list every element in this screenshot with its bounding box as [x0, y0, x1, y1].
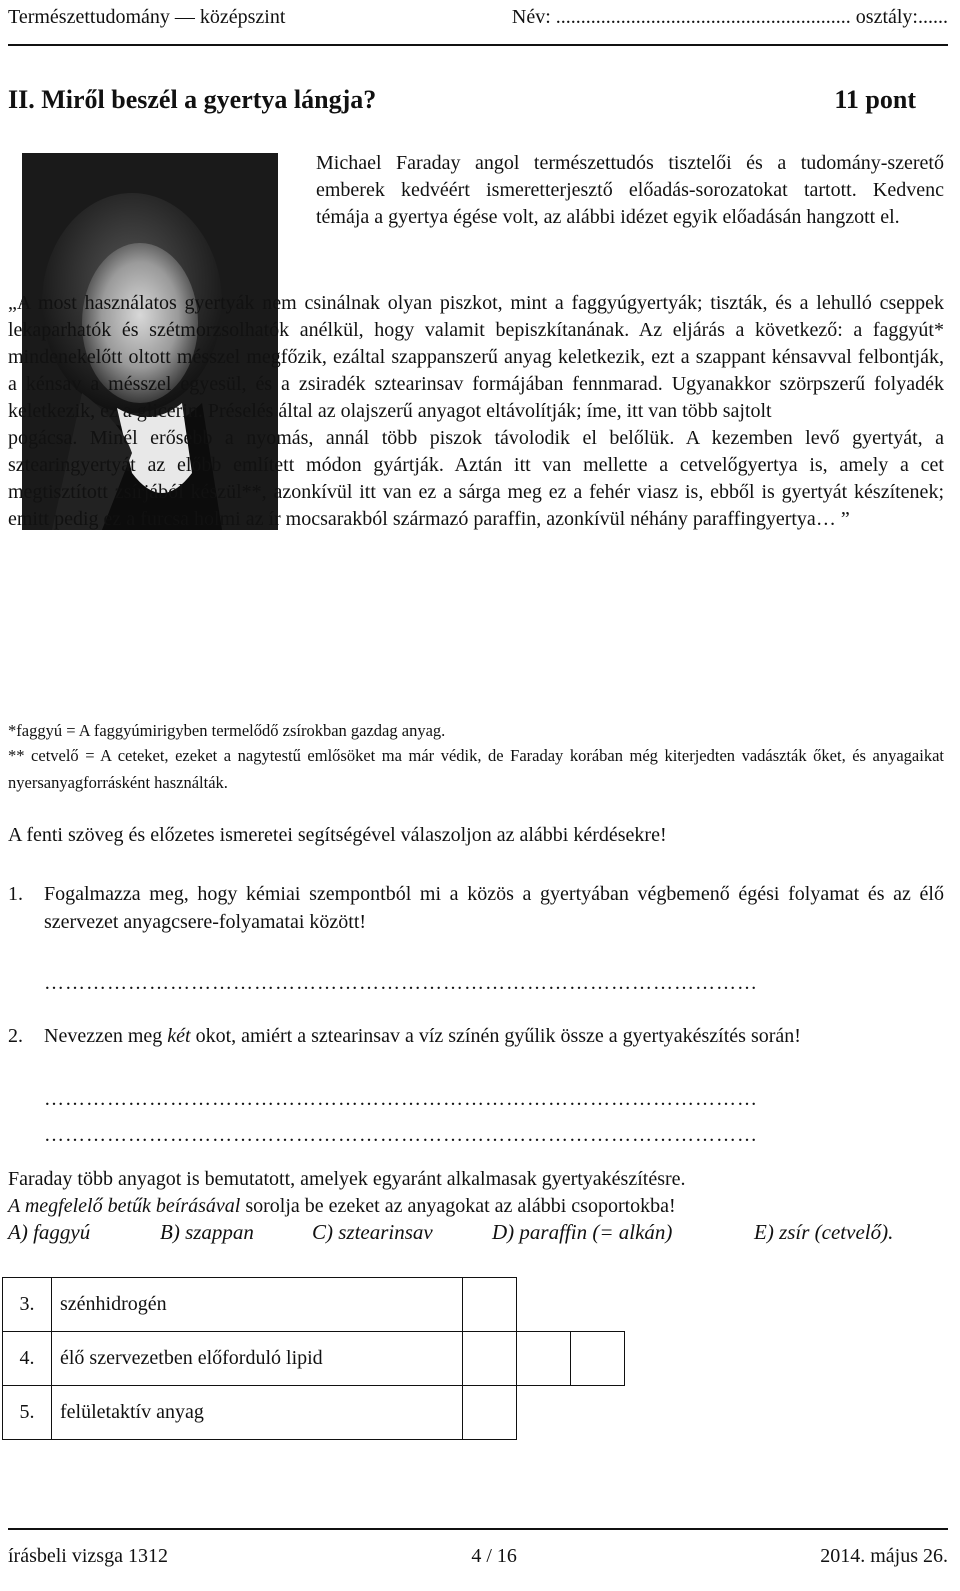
question-2-text	[44, 1022, 944, 1050]
option-a: A) faggyú	[8, 1220, 91, 1244]
question-2-number: 2.	[8, 1025, 23, 1047]
intro-text: Michael Faraday angol természettudós tisztelői és a tudomány-szerető emberek kedvéért ismeretterjesztő előadás-sorozatokat tartott. Kedvenc témája a gyertya égése volt, az alábbi idézet egyik előadásán hangzott el.	[316, 152, 944, 228]
table-spacer	[571, 1278, 625, 1332]
quote-part-2: pogácsa. Minél erősebb a nyomás, annál több piszok távolodik el belőlük. A kezemben levő gyertyát, a sztearingyertyát az előbb említett módon gyártják. Aztán itt van mellette a cetvelőgyertya is, amely a cet megtisztított zsírjából készül**, azonkívül itt van ez a sárga meg ez a fehér viasz is, ebből is gyertyát készítenek; emitt pedig ez a furcsa holmi az ír mocsarakból származó paraffin, azonkívül néhány paraffingyertya… ”	[8, 427, 944, 530]
question-1-number: 1.	[8, 883, 23, 905]
footnote-faggyu: *faggyú = A faggyúmirigyben termelődő zsírokban gazdag anyag.	[8, 721, 446, 740]
question-1-text: Fogalmazza meg, hogy kémiai szempontból mi a közös a gyertyában végbemenő égési folyamat és az élő szervezet anyagcsere-folyamatai között!	[44, 883, 944, 933]
row-label: élő szervezetben előforduló lipid	[52, 1332, 463, 1386]
row-label: felületaktív anyag	[52, 1386, 463, 1440]
instruction-text: A fenti szöveg és előzetes ismeretei segítségével válaszoljon az alábbi kérdésekre!	[8, 824, 667, 846]
task-title: II. Miről beszél a gyertya lángja?	[8, 85, 377, 114]
answer-line-2b[interactable]: …………………………………………………………………………………………	[44, 1124, 758, 1146]
answer-box[interactable]	[517, 1332, 571, 1386]
footer-page-number: 4 / 16	[471, 1545, 517, 1567]
answer-table	[2, 1277, 625, 1440]
page-footer	[8, 1545, 948, 1568]
option-e: E) zsír (cetvelő).	[754, 1220, 894, 1244]
table-spacer	[517, 1278, 571, 1332]
option-c: C) sztearinsav	[312, 1220, 433, 1244]
answer-box[interactable]	[463, 1332, 517, 1386]
answer-line-2a[interactable]: …………………………………………………………………………………………	[44, 1088, 758, 1110]
row-number: 4.	[3, 1332, 52, 1386]
answer-box[interactable]	[571, 1332, 625, 1386]
question-2	[8, 1022, 944, 1050]
question-2-emphasis: két	[167, 1025, 191, 1047]
option-d: D) paraffin (= alkán)	[492, 1220, 673, 1244]
answer-box[interactable]	[463, 1386, 517, 1440]
page-header	[8, 0, 948, 34]
header-rule	[8, 44, 948, 46]
row-label: szénhidrogén	[52, 1278, 463, 1332]
sorting-instruction	[8, 1192, 944, 1220]
question-2-text-a: Nevezzen meg	[44, 1025, 168, 1047]
task-points: 11 pont	[834, 85, 916, 114]
row-number: 5.	[3, 1386, 52, 1440]
sorting-instruction-rest: sorolja be ezeket az anyagokat az alábbi csoportokba!	[240, 1195, 676, 1217]
answer-line-1[interactable]: …………………………………………………………………………………………	[44, 972, 758, 994]
task-title-row	[8, 85, 916, 115]
row-number: 3.	[3, 1278, 52, 1332]
faraday-quote	[8, 290, 944, 533]
quote-part-1: „A most használatos gyertyák nem csinálnak olyan piszkot, mint a faggyúgyertyák; tiszták, és a lehulló cseppek lekaparhatók és szétmorzsolhatók anélkül, hogy valamit bepiszkítanának. Az eljárás a következő: a faggyút* mindenekelőtt oltott mésszel megfőzik, ezáltal szappanszerű anyag keletkezik, ezt a szappant kénsavval felbontják, a kénsav a mésszel egyesül, és a zsiradék sztearinsav formájában fennmarad. Ugyanakkor szörpszerű folyadék keletkezik, ez a glicerin. Préselés által az olajszerű anyagot eltávolítják; íme, itt van több sajtolt	[8, 292, 944, 422]
footer-rule	[8, 1528, 948, 1530]
table-spacer	[517, 1386, 571, 1440]
question-1	[8, 880, 944, 936]
option-b: B) szappan	[160, 1220, 254, 1244]
table-row	[3, 1332, 625, 1386]
materials-intro: Faraday több anyagot is bemutatott, amelyek egyaránt alkalmasak gyertyakészítésre.	[8, 1168, 686, 1190]
header-subject: Természettudomány — középszint	[8, 5, 286, 28]
answer-box[interactable]	[463, 1278, 517, 1332]
footer-date: 2014. május 26.	[820, 1545, 948, 1567]
footer-exam-code: írásbeli vizsga 1312	[8, 1545, 168, 1567]
question-2-text-b: okot, amiért a sztearinsav a víz színén gyűlik össze a gyertyakészítés során!	[190, 1025, 801, 1047]
footnote-cetvelo: ** cetvelő = A ceteket, ezeket a nagytestű emlősöket ma már védik, de Faraday korában még kiterjedten vadászták őket, és anyagaikat nyersanyagforrásként használták.	[8, 746, 944, 792]
sorting-instruction-emphasis: A megfelelő betűk beírásával	[8, 1195, 241, 1217]
header-name-class: Név: ........................................................... osztály:......	[511, 5, 948, 28]
material-options	[8, 1220, 944, 1245]
table-spacer	[571, 1386, 625, 1440]
table-row	[3, 1278, 625, 1332]
table-row	[3, 1386, 625, 1440]
